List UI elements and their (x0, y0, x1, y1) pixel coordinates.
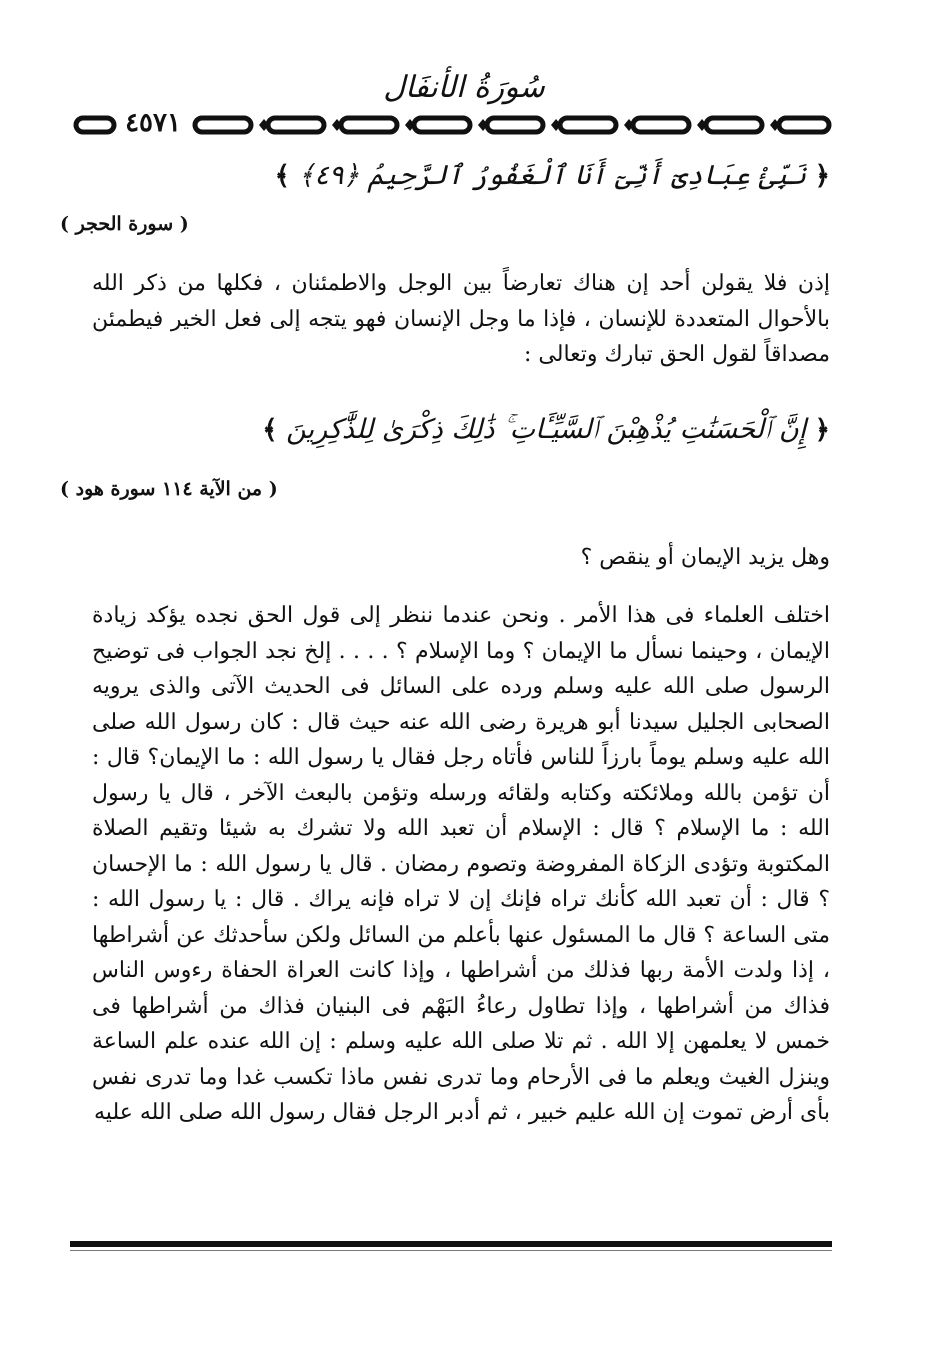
section-question: وهل يزيد الإيمان أو ينقص ؟ (580, 545, 830, 570)
surah-title: سُورَةُ الأنفَال (383, 70, 545, 105)
verse-text: إِنَّ ٱلْحَسَنَٰتِ يُذْهِبْنَ ٱلسَّيِّـَٔاتِ ۚ ذَٰلِكَ ذِكْرَىٰ لِلذَّٰكِرِينَ (286, 414, 807, 445)
verse-text: نَبِّئْ عِبَادِىٓ أَنِّىٓ أَنَا ٱلْغَفُورُ ٱلرَّحِيمُ ﴿٤٩﴾ (298, 160, 807, 191)
verse-source: ( من الآية ١١٤ سورة هود ) (60, 478, 278, 500)
paragraph-hadith: اختلف العلماء فى هذا الأمر . ونحن عندما ننظر إلى قول الحق نجده يؤكد زيادة الإيمان ، وحينما نسأل ما الإيمان ؟ وما الإسلام ؟ . . . . إلخ نجد الجواب فى توضيح الرسول صلى الله عليه وسلم ورده على السائل فى الحديث الآتى والذى يرويه الصحابى الجليل سيدنا أبو هريرة رضى الله عنه حيث قال : كان رسول الله صلى الله عليه وسلم يوماً بارزاً للناس فأتاه رجل فقال يا رسول الله : ما الإيمان؟ قال : أن تؤمن بالله وملائكته وكتابه ولقائه ورسله وتؤمن بالبعث الآخر ، قال يا رسول الله : ما الإسلام ؟ قال : الإسلام أن تعبد الله ولا تشرك به شيئا وتقيم الصلاة المكتوبة وتؤدى الزكاة المفروضة وتصوم رمضان . قال يا رسول الله : ما الإحسان ؟ قال : أن تعبد الله كأنك تراه فإنك إن لا تراه فإنه يراك . قال : يا رسول الله : متى الساعة ؟ قال ما المسئول عنها بأعلم من السائل ولكن سأحدثك عن أشراطها ، إذا ولدت الأمة ربها فذلك من أشراطها ، وإذا كانت العراة الحفاة رءوس الناس فذاك من أشراطها ، وإذا تطاول رعاءُ البَهْم فى البنيان فذاك من أشراطها فى خمس لا يعلمهن إلا الله . ثم تلا صلى الله عليه وسلم : إن الله عنده علم الساعة وينزل الغيث ويعلم ما فى الأرحام وما تدرى نفس ماذا تكسب غدا وما تدرى نفس بأى أرض تموت إن الله عليم خبير ، ثم أدبر الرجل فقال رسول الله صلى الله عليه (92, 603, 830, 1125)
verse-close-bracket: ﴾ (274, 161, 290, 191)
verse-close-bracket: ﴾ (262, 415, 278, 445)
footer-rule-thin (70, 1250, 832, 1251)
quran-verse-hijr (90, 160, 830, 191)
verse-open-bracket: ﴿ (814, 415, 830, 445)
quran-verse-hud (90, 414, 830, 446)
verse-source: ( سورة الحجر ) (60, 213, 189, 235)
paragraph-reconciliation: إذن فلا يقولن أحد إن هناك تعارضاً بين الوجل والاطمئنان ، فكلها من ذكر الله بالأحوال المتعددة للإنسان ، فإذا ما وجل الإنسان فهو يتجه إلى فعل الخير فيطمئن مصداقاً لقول الحق تبارك وتعالى : (92, 271, 830, 367)
page-number: ٤٥٧١ (118, 106, 188, 140)
verse-open-bracket: ﴿ (814, 161, 830, 191)
footer-rule (70, 1241, 832, 1247)
